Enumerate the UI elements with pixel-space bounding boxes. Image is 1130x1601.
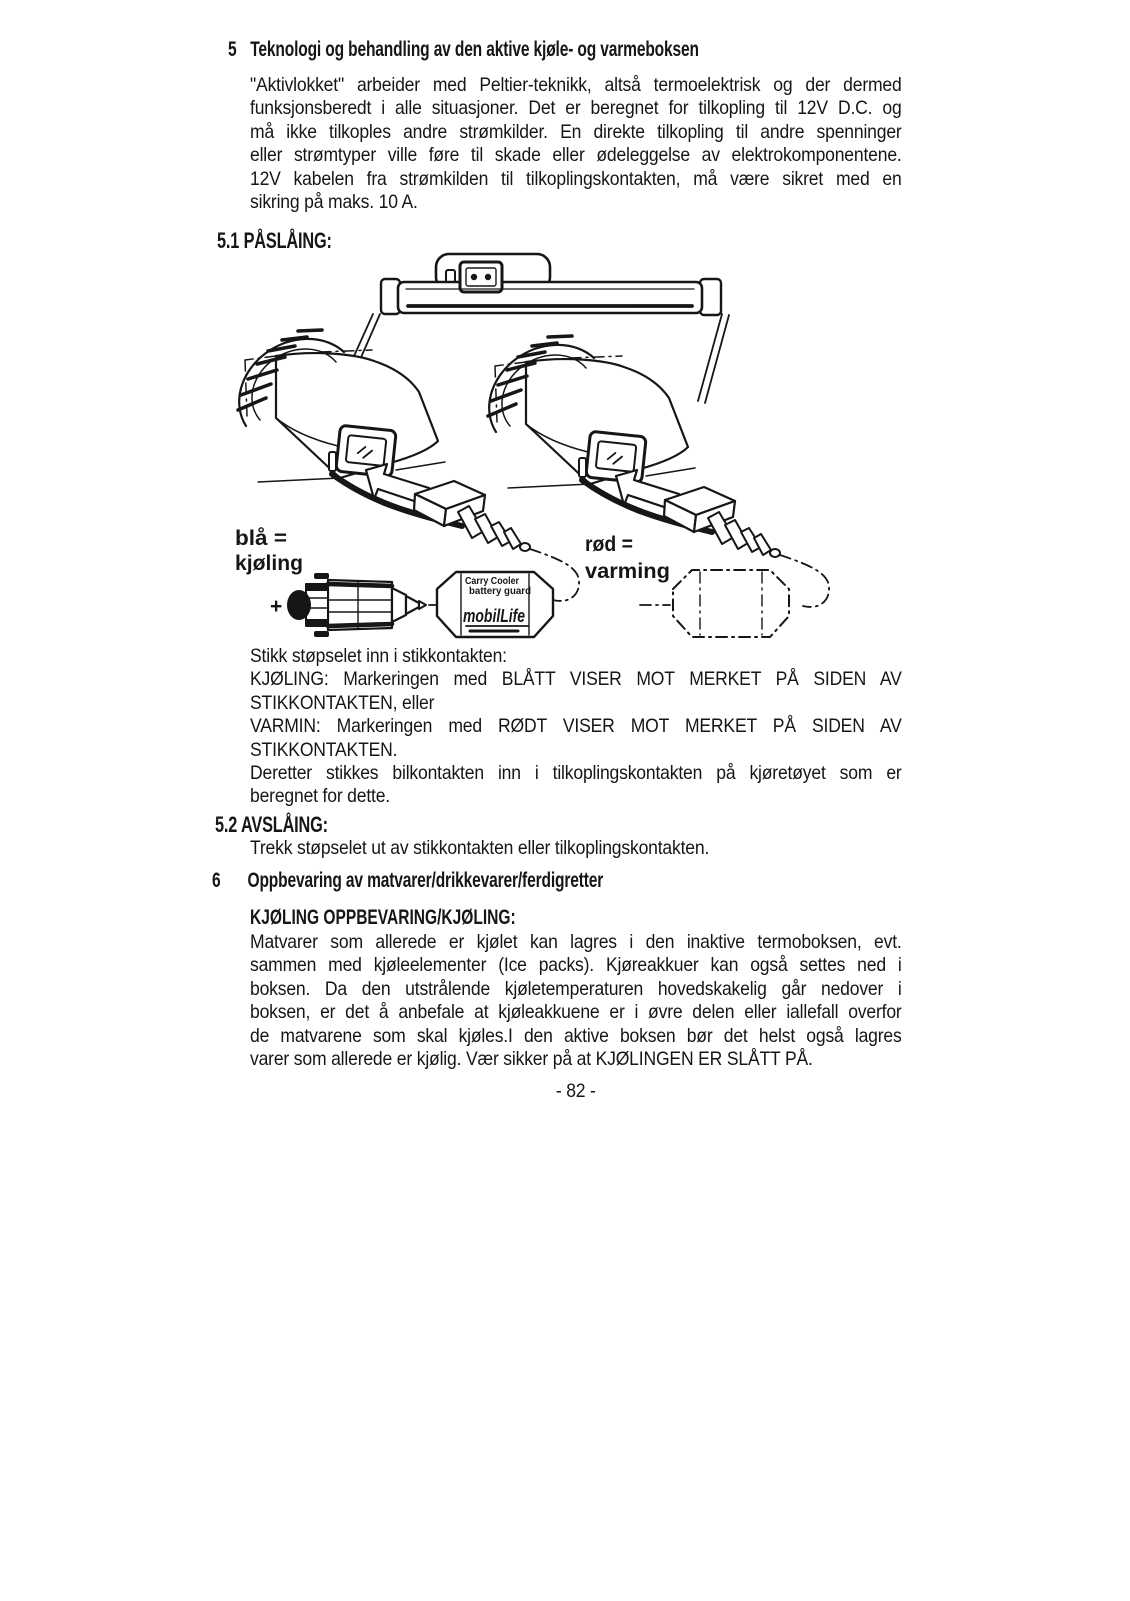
paragraph-line: boksen, er det å anbefale at kjøleakkuene er i øvre delen eller iallefall overfor [250, 1001, 902, 1024]
plus-terminal-label: + [270, 595, 283, 618]
paragraph-line: STIKKONTAKTEN, eller [250, 691, 435, 714]
battery-guard-box [437, 572, 553, 637]
paragraph-line: de matvarene som skal kjøles.I den aktive boksen bør det helst også lagres [250, 1024, 902, 1047]
paragraph-line: KJØLING: Markeringen med BLÅTT VISER MOT MERKET PÅ SIDEN AV [250, 668, 902, 691]
blue-label [235, 527, 303, 575]
paragraph-line: må ikke tilkoples andre strømkilder. En direkte tilkopling til andre spenninger [250, 120, 902, 143]
paragraph-line: sammen med kjøleelementer (Ice packs). Kjøreakkuer kan også settes ned i [250, 954, 902, 977]
page-number: - 82 - [555, 1080, 596, 1102]
section-5-number: 5 [228, 38, 237, 61]
car-plug-drawing [270, 573, 436, 637]
guard-text: battery guard [469, 586, 531, 597]
guard-text: Carry Cooler [465, 576, 520, 587]
section-5-2-paragraph [250, 837, 902, 860]
paragraph-line: 12V kabelen fra strømkilden til tilkoplingskontakten, må være sikret med en [250, 167, 902, 190]
paragraph-line: Stikk støpselet inn i stikkontakten: [250, 645, 507, 667]
blue-label-line2: kjøling [235, 552, 303, 575]
section-5-heading [228, 38, 699, 62]
paragraph-line: Deretter stikkes bilkontakten inn i tilkoplingskontakten på kjøretøyet som er [250, 762, 902, 785]
paragraph-line: "Aktivlokket" arbeider med Peltier-teknikk, altså termoelektrisk og der dermed [250, 74, 902, 96]
paragraph-line: Matvarer som allerede er kjølet kan lagres i den inaktive termoboksen, evt. [250, 931, 902, 953]
paragraph-line: eller strømtyper ville føre til skade eller ødeleggelse av elektrokomponentene. [250, 144, 902, 167]
section-6-title: Oppbevaring av matvarer/drikkevarer/ferdigretter [247, 869, 604, 892]
paragraph-line: sikring på maks. 10 A. [250, 191, 418, 214]
blue-label-line1: blå = [235, 527, 287, 550]
section-5-title: Teknologi og behandling av den aktive kjøle- og varmeboksen [250, 38, 699, 61]
figure-5-1-illustration [230, 248, 890, 648]
red-label-line2: varming [585, 560, 670, 583]
paragraph-line: varer som allerede er kjølig. Vær sikker på at KJØLINGEN ER SLÅTT PÅ. [250, 1048, 813, 1071]
section-5-paragraph [250, 74, 902, 214]
minus-terminal-icon [314, 631, 329, 637]
paragraph-line: VARMIN: Markeringen med RØDT VISER MOT MERKET PÅ SIDEN AV [250, 715, 902, 738]
section-5-1-heading: 5.1 PÅSLÅING: [217, 228, 332, 253]
red-label-line1: rød = [585, 533, 633, 556]
section-6-subheading: KJØLING OPPBEVARING/KJØLING: [250, 906, 516, 929]
paragraph-line: STIKKONTAKTEN. [250, 738, 398, 761]
paragraph-line: beregnet for dette. [250, 785, 391, 808]
paragraph-line: funksjonsberedt i alle situasjoner. Det er beregnet for tilkopling til 12V D.C. og [250, 97, 902, 120]
guard-logo: mobilLife [463, 606, 525, 626]
section-6-paragraph [250, 931, 902, 1071]
section-5-1-paragraph [250, 645, 902, 809]
section-5-2-heading: 5.2 AVSLÅING: [215, 812, 328, 837]
paragraph-line: boksen. Da den utstrålende kjøletemperaturen hovedskakelig går nedover i [250, 977, 902, 1000]
section-6-number: 6 [212, 869, 221, 892]
section-6-heading [212, 869, 603, 893]
red-label [585, 533, 670, 583]
minus-terminal-icon [314, 573, 329, 579]
page-number-container [250, 1080, 902, 1103]
paragraph-line: Trekk støpselet ut av stikkontakten eller tilkoplingskontakten. [250, 837, 710, 859]
